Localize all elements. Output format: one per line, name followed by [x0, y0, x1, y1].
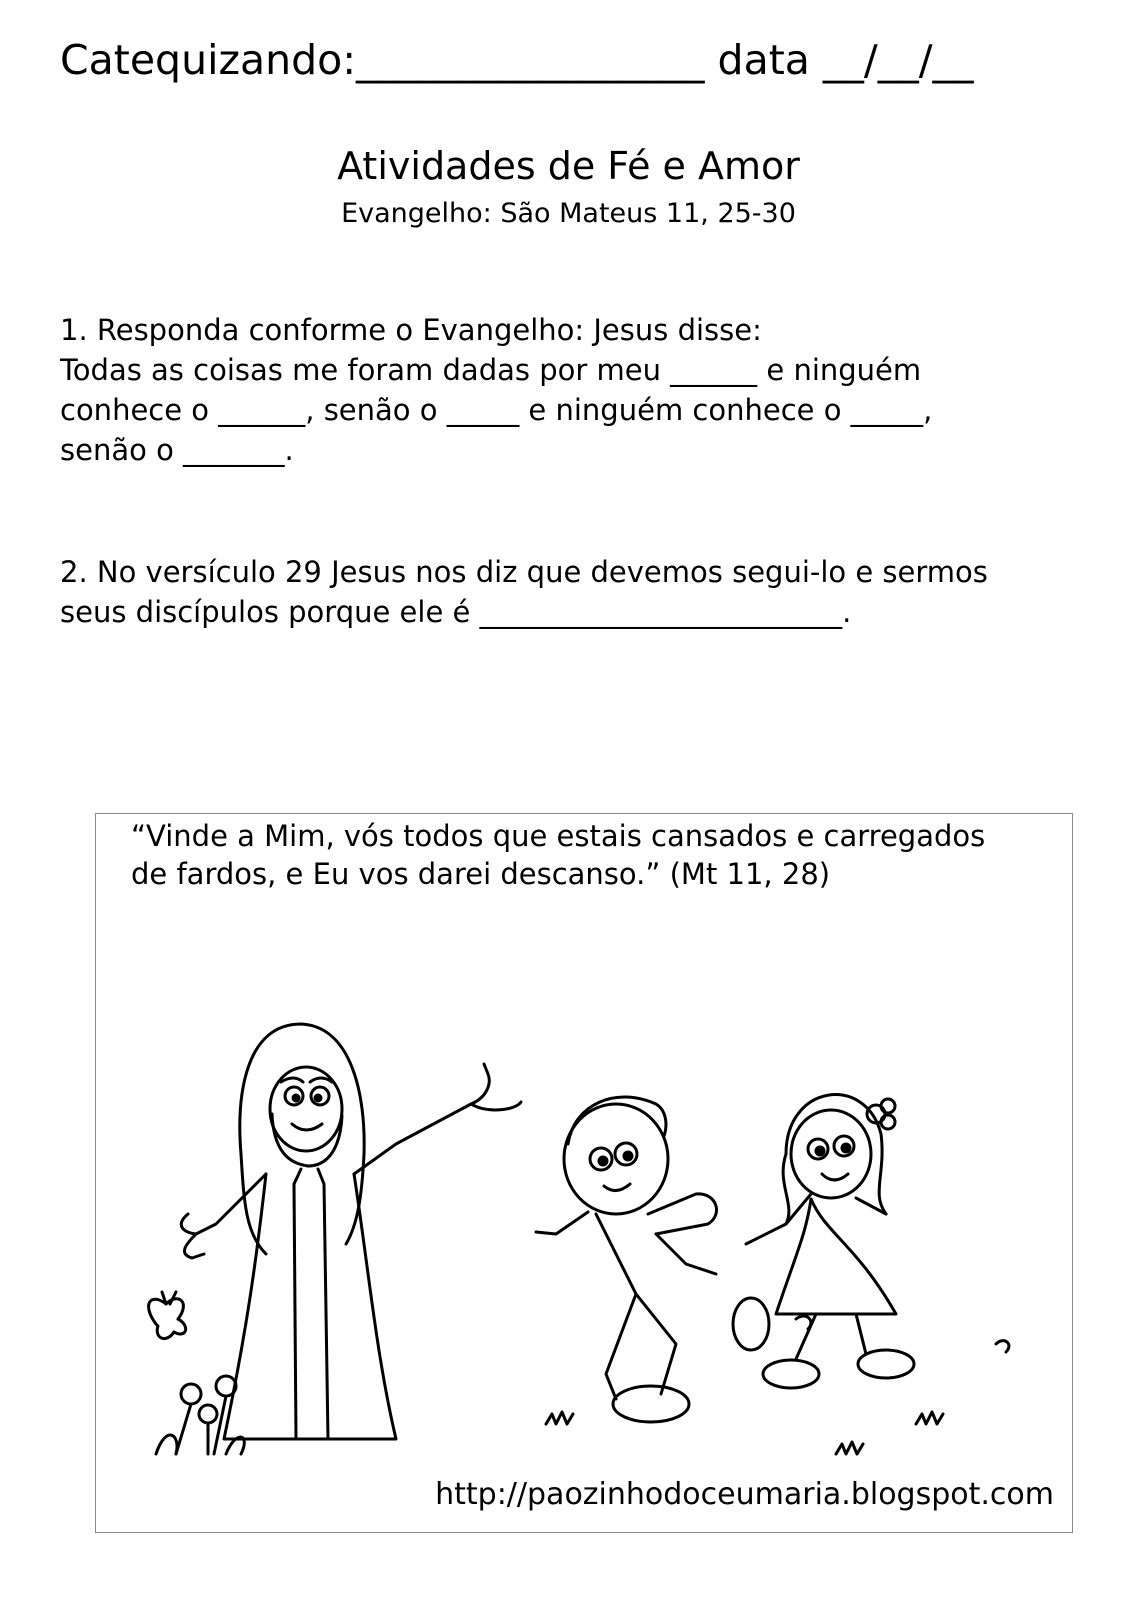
verse-line-1: “Vinde a Mim, vós todos que estais cansados e carregados	[131, 819, 986, 853]
coloring-frame	[95, 813, 1073, 1533]
butterfly	[149, 1292, 186, 1339]
girl-figure	[746, 1095, 914, 1388]
verse-line-2: de fardos, e Eu vos darei descanso.” (Mt 11, 28)	[131, 857, 831, 891]
question-1-line-2: Todas as coisas me foram dadas por meu ______ e ninguém	[60, 353, 922, 387]
student-name-date-line: Catequizando:_________________ data __/__/__	[60, 36, 974, 84]
page-title: Atividades de Fé e Amor	[337, 144, 800, 188]
question-1-line-1: 1. Responda conforme o Evangelho: Jesus disse:	[60, 313, 762, 347]
source-url: http://paozinhodoceumaria.blogspot.com	[435, 1477, 1054, 1512]
boy-figure	[536, 1097, 769, 1422]
question-2-line-2: seus discípulos porque ele é _________________________.	[60, 595, 852, 629]
question-1-line-4: senão o _______.	[60, 433, 294, 467]
flowers	[156, 1376, 244, 1454]
question-1-line-3: conhece o ______, senão o _____ e ninguém conhece o _____,	[60, 393, 933, 427]
question-2-line-1: 2. No versículo 29 Jesus nos diz que devemos segui-lo e sermos	[60, 555, 988, 589]
coloring-illustration	[96, 814, 1071, 1531]
gospel-reference: Evangelho: São Mateus 11, 25-30	[341, 198, 796, 229]
